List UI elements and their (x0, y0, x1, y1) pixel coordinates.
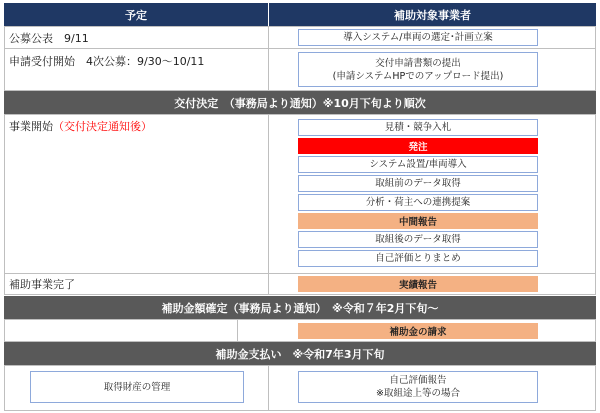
band-grant-decision: 交付決定 （事務局より通知）※10月下旬より順次 (4, 91, 596, 114)
asset-management-box: 取得財産の管理 (30, 371, 244, 403)
step-self-eval: 自己評価とりまとめ (298, 250, 538, 267)
step-order: 発注 (298, 138, 538, 154)
self-eval-report-line1: 自己評価報告 (389, 375, 447, 386)
self-eval-report-line2: ※取組途上等の場合 (376, 388, 460, 399)
row2-left-text: 申請受付開始 4次公募：9/30～10/11 (9, 55, 205, 68)
select-plan-box: 導入システム/車両の選定･計画立案 (298, 29, 538, 46)
self-eval-report-box (298, 371, 538, 403)
project-start-label: 事業開始 (9, 119, 53, 133)
step-interim-report: 中間報告 (298, 213, 538, 229)
project-start-note: （交付決定通知後） (53, 119, 152, 133)
step-install: システム設置/車両導入 (298, 156, 538, 173)
row5-left-cell (4, 319, 238, 342)
grant-claim-box: 補助金の請求 (298, 323, 538, 339)
project-start-text (4, 117, 269, 134)
band-payment: 補助金支払い ※令和7年3月下旬 (4, 342, 596, 365)
row1-left-text: 公募公表 9/11 (9, 31, 89, 45)
result-report-box: 実績報告 (298, 276, 538, 292)
header-schedule-label: 予定 (125, 8, 147, 22)
row3-left-cell (4, 114, 269, 274)
header-schedule (4, 3, 268, 26)
header-participants-label: 補助対象事業者 (394, 8, 471, 22)
step-quote-bid: 見積・競争入札 (298, 119, 538, 136)
project-complete-text: 補助事業完了 (9, 278, 75, 291)
header-participants (269, 3, 596, 26)
application-submit-line2: (申請システムHPでのアップロード提出) (332, 70, 504, 82)
step-analysis: 分析・荷主への連携提案 (298, 194, 538, 211)
step-data-before: 取組前のデータ取得 (298, 175, 538, 192)
step-data-after: 取組後のデータ取得 (298, 231, 538, 248)
band-amount-confirm: 補助金額確定（事務局より通知） ※令和７年2月下旬～ (4, 296, 596, 319)
application-submit-line1: 交付申請書類の提出 (375, 57, 461, 69)
application-submit-box (298, 52, 538, 87)
